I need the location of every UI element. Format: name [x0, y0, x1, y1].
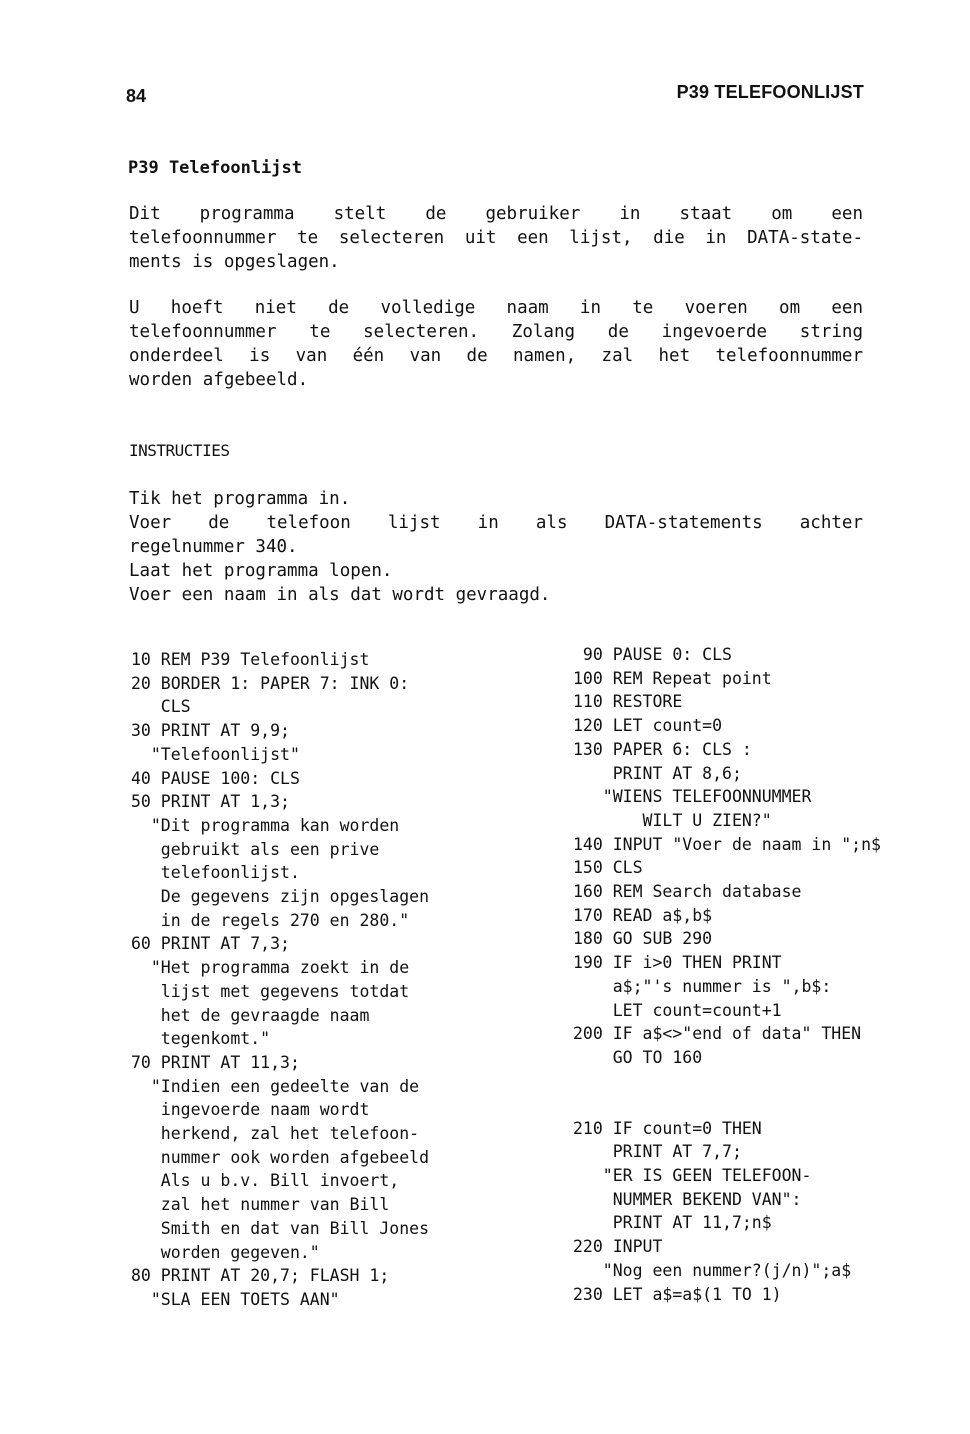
code-line: "Nog een nummer?(j/n)";a$: [573, 1260, 852, 1280]
code-line: lijst met gegevens totdat: [131, 981, 410, 1001]
code-line: "Het programma zoekt in de: [131, 958, 410, 978]
code-line: Smith en dat van Bill Jones: [131, 1218, 430, 1238]
code-line: 60 PRINT AT 7,3;: [131, 934, 290, 954]
code-line: Als u b.v. Bill invoert,: [131, 1171, 400, 1191]
text-line: U hoeft niet de volledige naam in te voeren om een: [129, 298, 863, 318]
code-line: 120 LET count=0: [573, 716, 723, 736]
code-line: zal het nummer van Bill: [131, 1195, 390, 1215]
code-line: worden gegeven.": [131, 1242, 320, 1262]
code-line: 190 IF i>0 THEN PRINT: [573, 953, 782, 973]
code-line: 130 PAPER 6: CLS :: [573, 739, 752, 759]
intro-paragraph-1: [129, 202, 863, 274]
intro-paragraph-2: [129, 296, 863, 392]
instructions-list: [129, 487, 863, 607]
code-line: 180 GO SUB 290: [573, 929, 713, 949]
code-line: "Telefoonlijst": [131, 744, 300, 764]
code-line: gebruikt als een prive: [131, 839, 380, 859]
code-line: 10 REM P39 Telefoonlijst: [131, 650, 370, 669]
code-line: "Indien een gedeelte van de: [131, 1076, 420, 1096]
code-line: NUMMER BEKEND VAN":: [573, 1189, 802, 1209]
code-line: 200 IF a$<>"end of data" THEN: [573, 1024, 862, 1044]
code-listing-left: [131, 648, 429, 1312]
text-line: Dit programma stelt de gebruiker in staat om een: [129, 204, 863, 224]
code-listing-right: [573, 643, 881, 1306]
code-line: 90 PAUSE 0: CLS: [573, 645, 732, 664]
text-line: worden afgebeeld.: [129, 370, 309, 390]
code-line: het de gevraagde naam: [131, 1005, 370, 1025]
code-line: "WIENS TELEFOONNUMMER: [573, 787, 812, 807]
code-line: PRINT AT 11,7;n$: [573, 1213, 772, 1233]
running-header-title: P39 TELEFOONLIJST: [676, 82, 864, 102]
code-gap: [573, 1070, 881, 1117]
code-line: "Dit programma kan worden: [131, 815, 400, 835]
instruction-line: Laat het programma lopen.: [129, 561, 393, 581]
instruction-line: Tik het programma in.: [129, 489, 351, 509]
code-line: "ER IS GEEN TELEFOON-: [573, 1166, 812, 1186]
code-line: 70 PRINT AT 11,3;: [131, 1052, 300, 1072]
code-line: PRINT AT 7,7;: [573, 1142, 742, 1162]
code-line: "SLA EEN TOETS AAN": [131, 1289, 340, 1309]
text-line: ments is opgeslagen.: [129, 252, 340, 272]
code-line: a$;"'s nummer is ",b$:: [573, 976, 832, 996]
code-line: 220 INPUT: [573, 1237, 663, 1257]
code-line: 170 READ a$,b$: [573, 905, 713, 925]
code-line: 50 PRINT AT 1,3;: [131, 792, 290, 812]
code-line: 20 BORDER 1: PAPER 7: INK 0:: [131, 673, 410, 693]
code-line: 80 PRINT AT 20,7; FLASH 1;: [131, 1266, 390, 1286]
code-line: 110 RESTORE: [573, 692, 683, 712]
text-line: telefoonnummer te selecteren. Zolang de ingevoerde string: [129, 322, 863, 342]
instructions-heading: INSTRUCTIES: [129, 441, 230, 460]
code-line: 150 CLS: [573, 858, 643, 878]
code-line: herkend, zal het telefoon-: [131, 1124, 420, 1144]
instruction-line: regelnummer 340.: [129, 537, 298, 557]
code-line: CLS: [131, 697, 191, 717]
code-line: 230 LET a$=a$(1 TO 1): [573, 1284, 782, 1304]
code-line: 30 PRINT AT 9,9;: [131, 721, 290, 741]
instruction-line: Voer de telefoon lijst in als DATA-statements achter: [129, 513, 863, 533]
code-line: ingevoerde naam wordt: [131, 1100, 370, 1120]
code-line: 140 INPUT "Voer de naam in ";n$: [573, 834, 881, 854]
code-line: PRINT AT 8,6;: [573, 763, 742, 783]
code-line: tegenkomt.": [131, 1029, 271, 1049]
instruction-line: Voer een naam in als dat wordt gevraagd.: [129, 585, 551, 605]
code-line: GO TO 160: [573, 1047, 703, 1067]
text-line: onderdeel is van één van de namen, zal het telefoonnummer: [129, 346, 863, 366]
code-line: WILT U ZIEN?": [573, 810, 772, 830]
code-line: 40 PAUSE 100: CLS: [131, 768, 300, 788]
code-line: telefoonlijst.: [131, 863, 300, 883]
section-title: P39 Telefoonlijst: [128, 158, 302, 178]
code-line: 160 REM Search database: [573, 882, 802, 902]
code-line: De gegevens zijn opgeslagen: [131, 887, 430, 907]
text-line: telefoonnummer te selecteren uit een lijst, die in DATA-state-: [129, 228, 863, 248]
page-number: 84: [126, 86, 147, 106]
code-line: 210 IF count=0 THEN: [573, 1118, 762, 1138]
code-line: 100 REM Repeat point: [573, 668, 772, 688]
code-line: LET count=count+1: [573, 1000, 782, 1020]
code-line: nummer ook worden afgebeeld: [131, 1147, 430, 1167]
code-line: in de regels 270 en 280.": [131, 910, 410, 930]
